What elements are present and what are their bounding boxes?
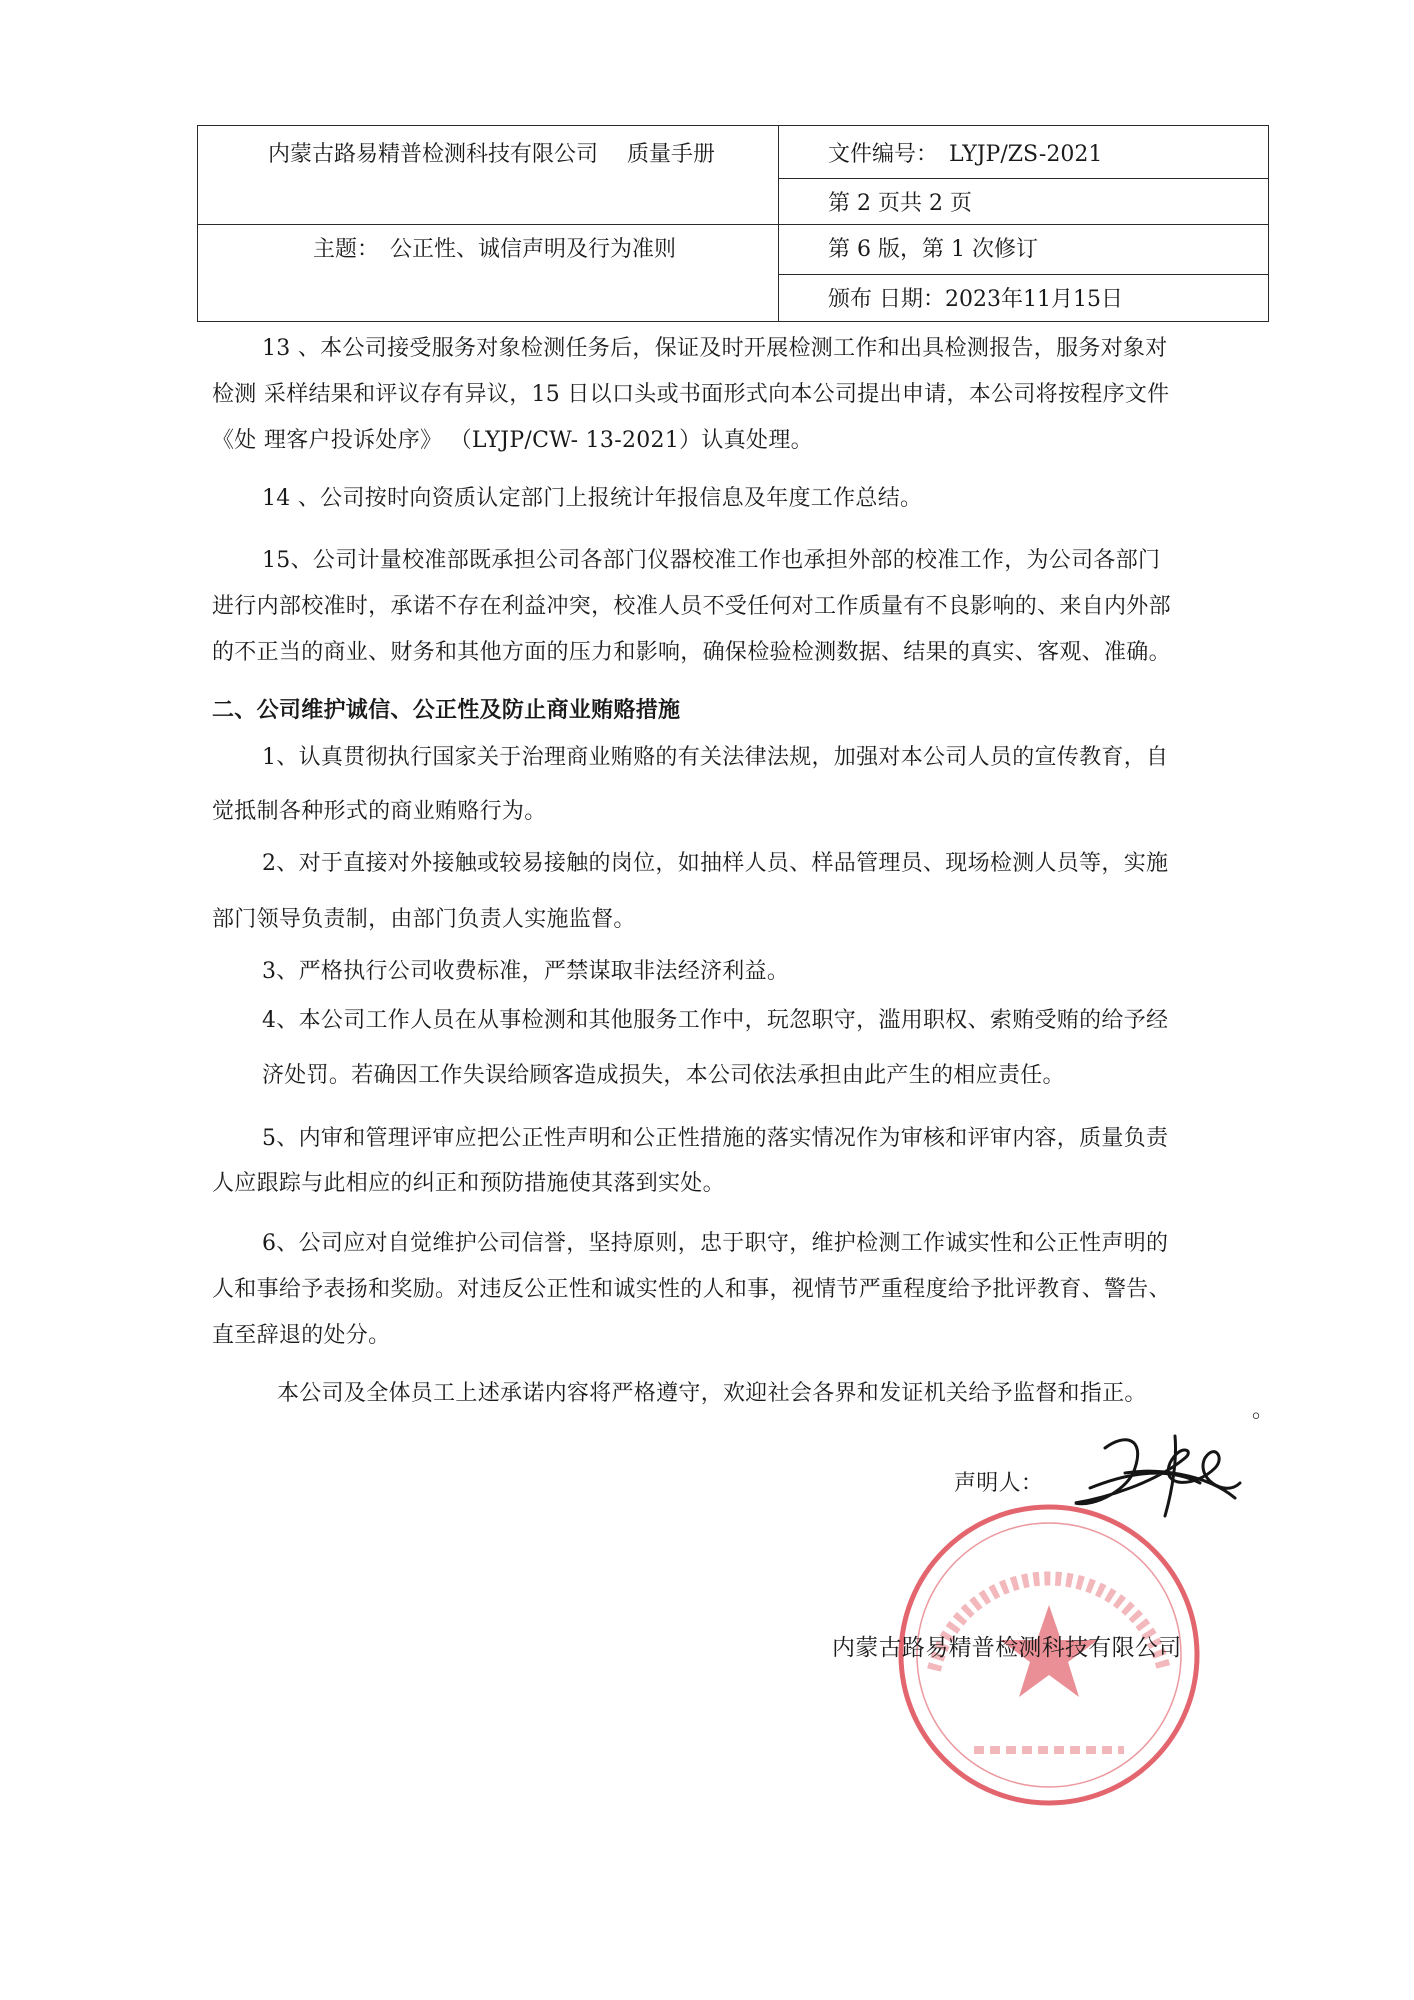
measure-1-line-2: 觉抵制各种形式的商业贿赂行为。: [212, 799, 547, 824]
header-doc-number: 文件编号： LYJP/ZS-2021: [828, 142, 1103, 167]
header-company-manual: 内蒙古路易精普检测科技有限公司 质量手册: [268, 142, 715, 167]
measure-6-line-3: 直至辞退的处分。: [212, 1323, 391, 1348]
measure-5-line-2: 人应跟踪与此相应的纠正和预防措施使其落到实处。: [212, 1171, 725, 1196]
declarant-label: 声明人：: [954, 1471, 1044, 1496]
footer-company-name: 内蒙古路易精普检测科技有限公司: [832, 1635, 1182, 1661]
measure-5-line-1: 5、内审和管理评审应把公正性声明和公正性措施的落实情况作为审核和评审内容，质量负责: [262, 1126, 1169, 1151]
measure-4-line-1: 4、本公司工作人员在从事检测和其他服务工作中，玩忽职守，滥用职权、索贿受贿的给予经: [262, 1008, 1169, 1033]
measure-2-line-2: 部门领导负责制，由部门负责人实施监督。: [212, 907, 636, 932]
measure-2-line-1: 2、对于直接对外接触或较易接触的岗位，如抽样人员、样品管理员、现场检测人员等，实施: [262, 851, 1169, 876]
item-14: 14 、公司按时向资质认定部门上报统计年报信息及年度工作总结。: [262, 486, 923, 511]
header-page-number: 第 2 页共 2 页: [828, 191, 972, 216]
measure-6-line-1: 6、公司应对自觉维护公司信誉，坚持原则，忠于职守，维护检测工作诚实性和公正性声明的: [262, 1231, 1169, 1256]
header-table: [197, 125, 1269, 322]
item-13-line-1: 13 、本公司接受服务对象检测任务后，保证及时开展检测工作和出具检测报告，服务对象对: [262, 336, 1168, 361]
item-15-line-1: 15、公司计量校准部既承担公司各部门仪器校准工作也承担外部的校准工作，为公司各部门: [262, 548, 1161, 573]
header-version: 第 6 版，第 1 次修订: [828, 237, 1038, 262]
section-2-heading: 二、公司维护诚信、公正性及防止商业贿赂措施: [212, 698, 681, 723]
measure-4-line-2: 济处罚。若确因工作失误给顾客造成损失，本公司依法承担由此产生的相应责任。: [262, 1063, 1065, 1088]
header-issue-date: 颁布 日期：2023年11月15日: [828, 287, 1123, 312]
item-13-line-2: 检测 采样结果和评议存有异议，15 日以口头或书面形式向本公司提出申请，本公司将按程序文件: [212, 382, 1170, 407]
item-15-line-2: 进行内部校准时，承诺不存在利益冲突，校准人员不受任何对工作质量有不良影响的、来自内外部: [212, 594, 1171, 619]
item-13-line-3: 《处 理客户投诉处序》 （LYJP/CW- 13-2021）认真处理。: [212, 428, 813, 453]
closing-mark: 。: [1252, 1398, 1275, 1423]
item-15-line-3: 的不正当的商业、财务和其他方面的压力和影响，确保检验检测数据、结果的真实、客观、准确。: [212, 640, 1171, 665]
closing-statement: 本公司及全体员工上述承诺内容将严格遵守，欢迎社会各界和发证机关给予监督和指正。: [277, 1381, 1147, 1406]
header-rule: [778, 178, 1268, 179]
measure-3: 3、严格执行公司收费标准，严禁谋取非法经济利益。: [262, 959, 790, 984]
measure-6-line-2: 人和事给予表扬和奖励。对违反公正性和诚实性的人和事，视情节严重程度给予批评教育、警告、: [212, 1277, 1171, 1302]
header-rule: [778, 274, 1268, 275]
header-rule: [198, 224, 1268, 225]
header-subject: 主题： 公正性、诚信声明及行为准则: [313, 237, 677, 262]
measure-1-line-1: 1、认真贯彻执行国家关于治理商业贿赂的有关法律法规，加强对本公司人员的宣传教育，自: [262, 745, 1169, 770]
